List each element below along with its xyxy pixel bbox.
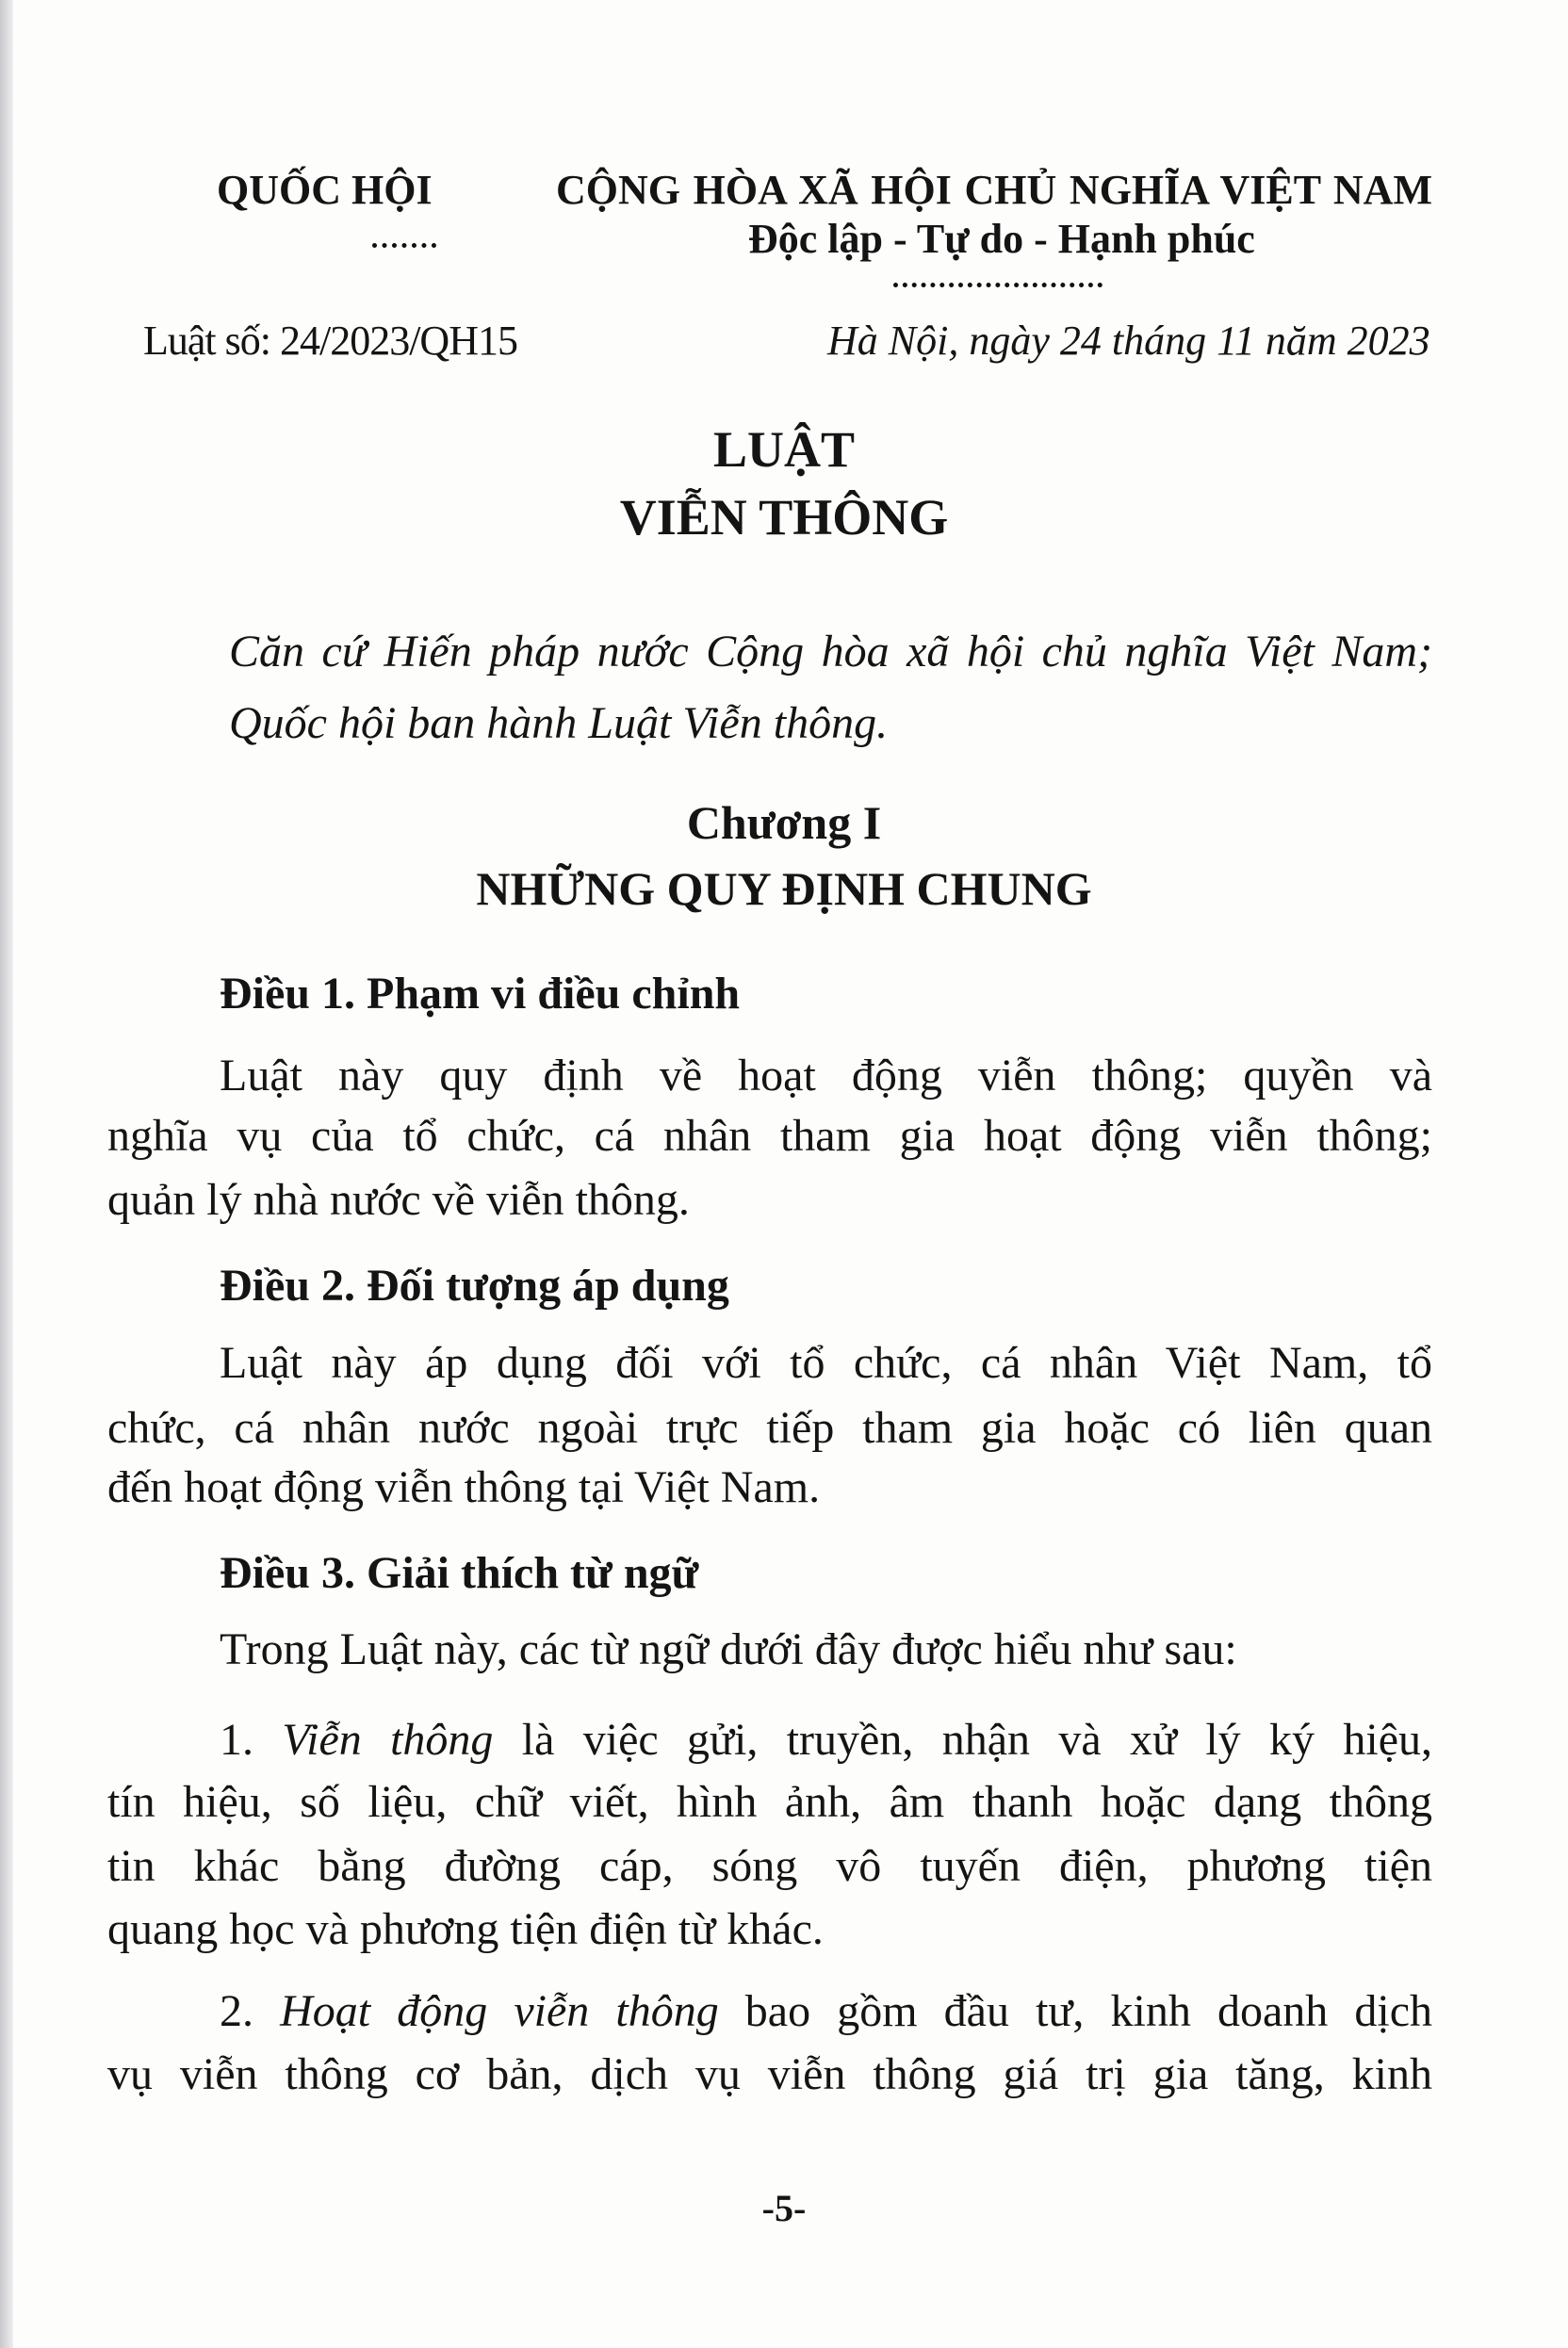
- definition-2: [220, 1986, 1433, 2036]
- article-2-line: chức, cá nhân nước ngoài trực tiếp tham gia hoặc có liên quan: [107, 1403, 1432, 1453]
- article-1-line: quản lý nhà nước về viễn thông.: [107, 1175, 690, 1225]
- definition-1-line: tin khác bằng đường cáp, sóng vô tuyến điện, phương tiện: [107, 1841, 1432, 1891]
- definition-text: bao gồm đầu tư, kinh doanh dịch: [718, 1986, 1433, 2036]
- definition-number: 2.: [220, 1986, 281, 2036]
- defined-term: Viễn thông: [282, 1715, 494, 1765]
- definition-2-line: vụ viễn thông cơ bản, dịch vụ viễn thông giá trị gia tăng, kinh: [107, 2049, 1432, 2099]
- article-3-intro: Trong Luật này, các từ ngữ dưới đây được hiểu như sau:: [220, 1624, 1237, 1674]
- definition-text: là việc gửi, truyền, nhận và xử lý ký hiệu,: [493, 1715, 1432, 1765]
- preamble-basis: Căn cứ Hiến pháp nước Cộng hòa xã hội chủ nghĩa Việt Nam;: [229, 627, 1432, 677]
- motto: Độc lập - Tự do - Hạnh phúc: [748, 216, 1255, 262]
- article-2-line: đến hoạt động viễn thông tại Việt Nam.: [107, 1462, 821, 1512]
- article-2-heading: Điều 2. Đối tượng áp dụng: [220, 1261, 729, 1311]
- chapter-number: Chương I: [686, 796, 882, 849]
- defined-term: Hoạt động viễn thông: [280, 1986, 719, 2036]
- article-1-line: Luật này quy định về hoạt động viễn thông; quyền và: [220, 1051, 1432, 1101]
- page-edge: [0, 0, 13, 2348]
- preamble-enactment: Quốc hội ban hành Luật Viễn thông.: [229, 698, 889, 748]
- definition-1: [220, 1715, 1432, 1765]
- article-1-heading: Điều 1. Phạm vi điều chỉnh: [220, 969, 741, 1019]
- issuer: QUỐC HỘI: [217, 167, 433, 213]
- issuer-underline: [372, 243, 436, 248]
- country-name: CỘNG HÒA XÃ HỘI CHỦ NGHĨA VIỆT NAM: [556, 167, 1432, 213]
- law-title: VIỄN THÔNG: [619, 489, 949, 546]
- chapter-title: NHỮNG QUY ĐỊNH CHUNG: [476, 862, 1092, 915]
- definition-1-line: tín hiệu, số liệu, chữ viết, hình ảnh, âm thanh hoặc dạng thông: [107, 1777, 1432, 1827]
- place-date: Hà Nội, ngày 24 tháng 11 năm 2023: [827, 318, 1430, 364]
- law-title-label: LUẬT: [712, 421, 856, 478]
- article-2-line: Luật này áp dụng đối với tổ chức, cá nhân Việt Nam, tổ: [220, 1338, 1432, 1388]
- motto-underline: [893, 283, 1102, 287]
- definition-number: 1.: [220, 1715, 283, 1765]
- article-3-heading: Điều 3. Giải thích từ ngữ: [220, 1548, 699, 1598]
- definition-1-line: quang học và phương tiện điện từ khác.: [107, 1904, 824, 1954]
- page-number: -5-: [761, 2187, 807, 2229]
- law-number: Luật số: 24/2023/QH15: [143, 318, 517, 364]
- article-1-line: nghĩa vụ của tổ chức, cá nhân tham gia hoạt động viễn thông;: [107, 1111, 1432, 1161]
